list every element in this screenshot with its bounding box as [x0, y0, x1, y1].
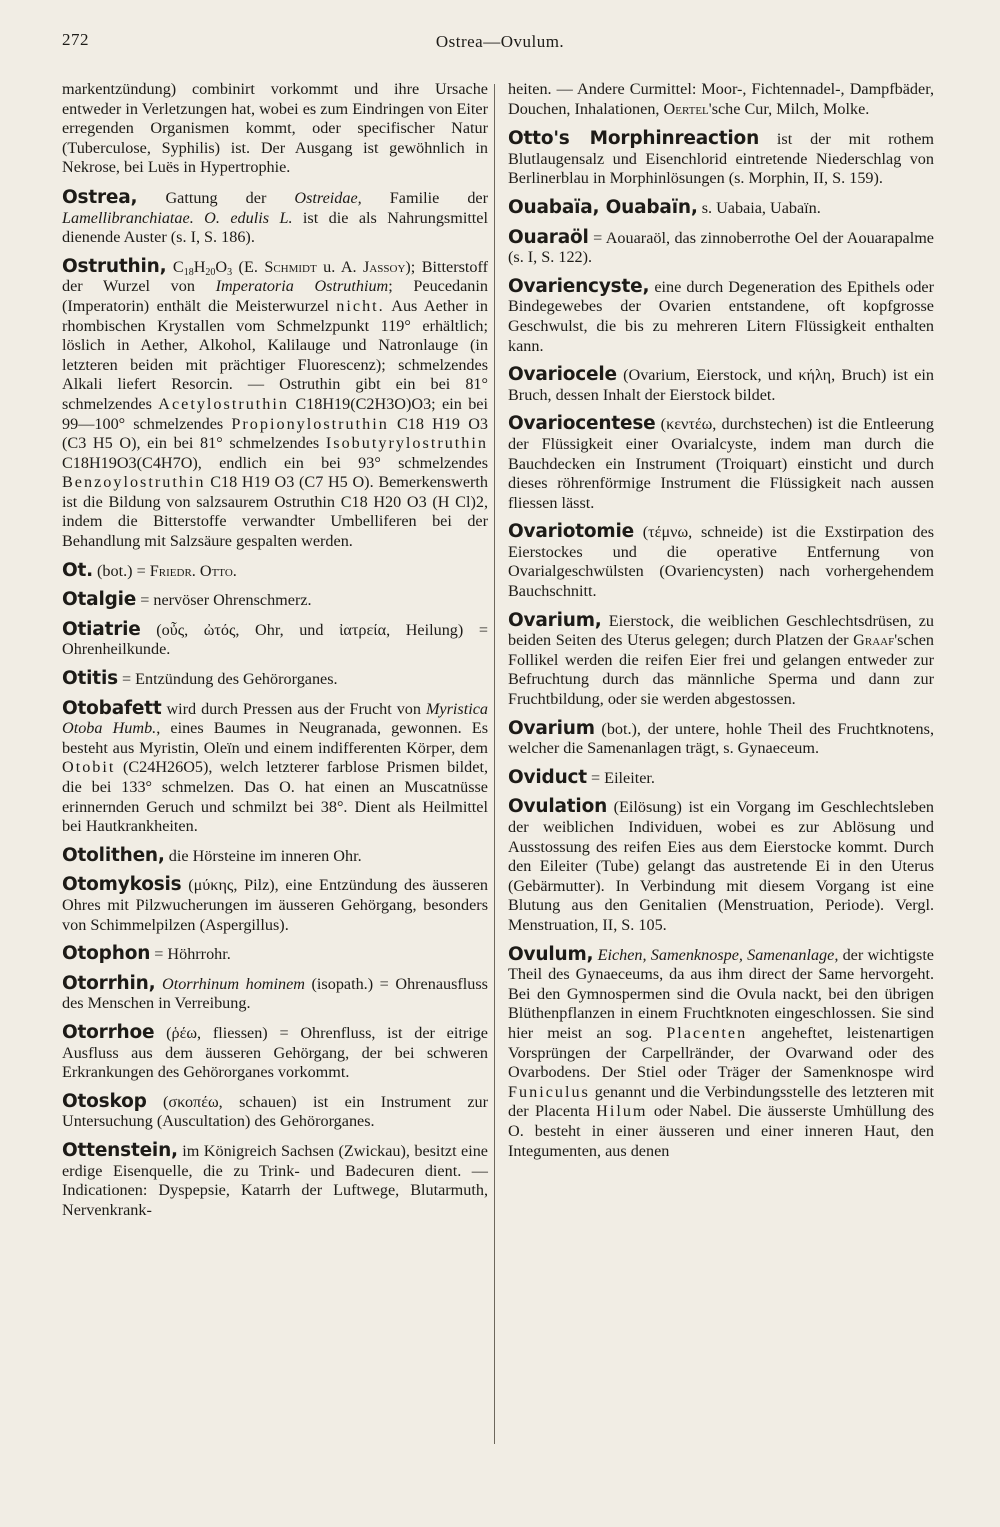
entry-ovarium-bot — [508, 719, 934, 759]
entry-otiatrie — [62, 620, 488, 660]
spaced-text: Propionylostruthin — [231, 414, 389, 433]
entry-text: (C24H26O5), welch letzterer farblose Prismen bildet, die bei 133° schmelzen. Das O. hat einen an Muscatnüsse erinnernden Geruch und schmilzt bei 38°. Dient als Heilmittel bei Hautkrankheiten. — [62, 758, 488, 836]
entry-text: angeheftet, leistenartigen Vorsprüngen der Carpellränder, der Ovarwand oder des Ovarbodens. Der Stiel oder Träger der Samenknospe wird — [508, 1023, 934, 1082]
entry-text: (κεντέω, durchstechen) ist die Entleerung der Flüssigkeit einer Ovarialcyste, indem man durch die Bauchdecken ein Instrument (Troiquart) einsticht und durch dieses röhrenförmige Instrument die Flüssigkeit nach aussen fliessen lässt. — [508, 415, 934, 512]
headword: Otto's Morphinreaction — [508, 128, 760, 150]
entry-text: ist der mit rothem Blutlaugensalz und Eisenchlorid eintretende Niederschlag von Berlinerblau in Morphinlösungen (s. Morphin, II, S. 159). — [508, 130, 934, 188]
spaced-text: Acetylostruthin — [158, 394, 289, 413]
entry-text: ); Bitterstoff der Wurzel von — [62, 257, 488, 296]
entry-otoskop — [62, 1092, 488, 1132]
entry-text: 'sche Cur, Milch, Molke. — [708, 99, 870, 118]
entry-text: (ῥέω, fliessen) = Ohrenfluss, ist der eitrige Ausfluss aus dem äusseren Gehörgang, der bei schweren Erkrankungen des Gehörorganes vorkommt. — [62, 1023, 488, 1082]
entry-text: Familie der — [361, 188, 488, 207]
spaced-text: nicht. — [336, 296, 385, 315]
running-head: Ostrea—Ovulum. — [435, 32, 565, 51]
headword: Ottenstein, — [62, 1139, 178, 1161]
author-name: Oertel — [663, 99, 709, 118]
entry-text: (οὖς, ὠτός, Ohr, und ἰατρεία, Heilung) = Ohrenheilkunde. — [62, 620, 488, 659]
spaced-text: Benzoylostruthin — [62, 473, 206, 492]
spaced-text: Isobutyrylostruthin — [325, 434, 488, 453]
entry-otobafett — [62, 699, 488, 837]
entry-text: oder Nabel. Die äusserste Umhüllung des O. besteht in einer äusseren und einer inneren Haut, den Integumenten, aus denen — [508, 1102, 935, 1160]
entry-text: der wichtigste Theil des Gynaeceums, da aus ihm direct der Same hervorgeht. Bei den Gymnospermen sind die Ovula nackt, bei den übrigen Blüthenpflanzen in einem Fruchtknoten eingeschlossen. Sie sind hier meist an sog. — [508, 945, 934, 1042]
author-name: Jassoy — [363, 257, 406, 276]
entry-oviduct — [508, 768, 934, 789]
entry-text: = nervöser Ohrenschmerz. — [136, 591, 312, 610]
headword: Ot. — [62, 559, 93, 581]
formula-sub: 20 — [205, 266, 216, 278]
entry-ottos-morphinreaction — [508, 129, 934, 189]
entry-text: (Eilösung) ist ein Vorgang im Geschlechtsleben der weiblichen Individuen, wobei es zur Ablösung und Ausstossung des reifen Eies aus dem Eierstocke kommt. Durch den Eileiter (Tube) gelangt das austretende Ei in den Uterus (Gebärmutter). In Verbindung mit diesem Vorgang ist eine Blutung aus den Genitalien (Menstruation, Periode). Vergl. Menstruation, II, S. 105. — [508, 798, 934, 934]
italic-text: Ostreidae, — [294, 188, 362, 207]
entry-ovarium — [508, 611, 934, 710]
page-header — [62, 30, 938, 60]
spaced-text: Funiculus — [508, 1082, 590, 1101]
entry-text: ist die als Nahrungsmittel dienende Auster (s. I, S. 186). — [62, 208, 488, 247]
headword: Otorrhin, — [62, 972, 156, 994]
formula-sub: 3 — [227, 266, 233, 278]
entry-text: 'schen Follikel werden die reifen Eier frei und gelangen entweder zur Befruchtung durch das männliche Sperma und dann zur Fruchtbildung, oder sie werden abgestossen. — [508, 631, 934, 709]
entry-ovulation — [508, 797, 934, 935]
headword: Ovariocele — [508, 364, 617, 386]
entry-text: (Ovarium, Eierstock, und κήλη, Bruch) ist ein Bruch, dessen Inhalt der Eierstock bildet. — [508, 366, 934, 404]
entry-text: (bot.) = — [93, 561, 150, 580]
headword: Otorrhoe — [62, 1021, 155, 1043]
spaced-text: Placenten — [666, 1023, 748, 1042]
entry-text: C18H19(C2H3O)O3; ein bei 99—100° schmelzendes — [62, 394, 488, 433]
italic-text: Myristica Otoba Humb. — [62, 699, 488, 738]
headword: Ovarium, — [508, 609, 602, 631]
entry-text: = Eileiter. — [586, 768, 655, 787]
entry-otomykosis — [62, 875, 488, 935]
entry-ouabaia — [508, 198, 934, 219]
entry-ovariocele — [508, 365, 934, 405]
entry-text: = Aouaraöl, das zinnoberrothe Oel der Aouarapalme (s. I, S. 122). — [508, 228, 934, 267]
headword: Otophon — [62, 943, 151, 965]
headword: Otolithen, — [62, 844, 165, 866]
italic-text: Lamellibranchiatae. O. edulis L. — [62, 208, 293, 227]
entry-ovariencyste — [508, 277, 934, 356]
formula-sub: 18 — [183, 266, 194, 278]
author-name: Graaf — [853, 631, 895, 650]
headword: Ostruthin, — [62, 255, 167, 277]
entry-text: markentzündung) combinirt vorkommt und ihre Ursache entweder in Verletzungen hat, wobei es zum Eindringen von Eiter erregenden Organismen kommt, oder specifischer Natur (Tuberculose, Syphilis) ist. Der Ausgang ist gewöhnlich in Nekrose, bei Luës in Hypertrophie. — [62, 80, 488, 177]
entry-text: die Hörsteine im inneren Ohr. — [164, 846, 362, 865]
headword: Otobafett — [62, 697, 162, 719]
entry-ouaraol — [508, 228, 934, 268]
spaced-text: Hilum — [596, 1102, 648, 1121]
entry-text: Eierstock, die weiblichen Geschlechtsdrüsen, zu beiden Seiten des Uterus gelegen; durch Platzen der — [508, 611, 934, 650]
formula-part: O — [215, 257, 228, 276]
column-divider — [494, 84, 495, 1444]
entry-text: C18 H19 O3 (C7 H5 O). Bemerkenswerth ist die Bildung von salzsaurem Ostruthin C18 H20 O3 (H Cl)2, indem die Bitterstoffe verwandter Umbelliferen bei der Behandlung mit Salzsäure gespalten werden. — [62, 473, 488, 551]
italic-text: Imperatoria Ostruthium — [215, 277, 389, 296]
headword: Ovarium — [508, 717, 595, 739]
headword: Ovulum, — [508, 943, 594, 965]
entry-ovariotomie — [508, 522, 934, 601]
entry-ostruthin — [62, 257, 488, 552]
entry-text: wird durch Pressen aus der Frucht von — [161, 699, 426, 718]
headword: Ouaraöl — [508, 226, 589, 248]
entry-text: s. Uabaia, Uabaïn. — [697, 198, 821, 217]
continued-text — [62, 80, 488, 178]
headword: Otoskop — [62, 1090, 147, 1112]
entry-text: (τέμνω, schneide) ist die Exstirpation des Eierstockes und die operative Entfernung von Ovarialgeschwülsten (Ovariencysten) nach vorhergehendem Bauchschnitt. — [508, 523, 934, 601]
entry-text: im Königreich Sachsen (Zwickau), besitzt eine erdige Eisenquelle, die zu Trink- und Badecuren dient. — Indicationen: Dyspepsie, Katarrh der Luftwege, Blutarmuth, Nervenkrank- — [62, 1141, 488, 1219]
entry-ottenstein — [62, 1141, 488, 1220]
entry-text: heiten. — Andere Curmittel: Moor-, Fichtennadel-, Dampfbäder, Douchen, Inhalationen, — [508, 80, 934, 118]
headword: Otomykosis — [62, 874, 182, 896]
italic-text: Otorrhinum hominem — [162, 974, 305, 993]
formula-part: H — [193, 257, 206, 276]
headword: Ovariencyste, — [508, 275, 650, 297]
headword: Otalgie — [62, 589, 137, 611]
entry-ostrea — [62, 188, 488, 248]
entry-otolithen — [62, 846, 488, 867]
entry-text: u. A. — [316, 257, 364, 276]
entry-text: C18H19O3(C4H7O), endlich ein bei 93° schmelzendes — [62, 453, 488, 472]
headword: Otitis — [62, 668, 118, 690]
chemical-formula — [173, 258, 232, 276]
spaced-text: Otobit — [62, 758, 116, 777]
entry-ovulum — [508, 945, 934, 1162]
entry-text: (μύκης, Pilz), eine Entzündung des äusseren Ohres mit Pilzwucherungen im äusseren Gehörgang, besonders von Schimmelpilzen (Aspergillus). — [62, 876, 488, 934]
entry-text: (isopath.) = Ohrenausfluss des Menschen in Verreibung. — [62, 974, 488, 1013]
entry-text: (σκοπέω, schauen) ist ein Instrument zur Untersuchung (Auscultation) des Gehörorganes. — [62, 1092, 488, 1131]
headword: Otiatrie — [62, 618, 141, 640]
entry-text: Aus Aether in rhombischen Krystallen vom Schmelzpunkt 119° erhältlich; löslich in Aether, Alkohol, Kalilauge und Natronlauge (in letzteren beiden mit prächtiger Fluorescenz); schmelzendes Alkali liefert Resorcin. — Ostruthin gibt ein bei 81° schmelzendes — [62, 296, 488, 413]
headword: Ostrea, — [62, 186, 138, 208]
entry-text: (bot.), der untere, hohle Theil des Fruchtknotens, welcher die Samenanlagen trägt, s. Gynaeceum. — [508, 719, 934, 758]
entry-text: eine durch Degeneration des Epithels oder Bindegewebes der Ovarien entstandene, oft kopfgrosse Geschwulst, die bis zu mehreren Litern Flüssigkeit enthalten kann. — [508, 277, 934, 355]
headword: Oviduct — [508, 766, 587, 788]
entry-text: , eines Baumes in Neugranada, gewonnen. Es besteht aus Myristin, Oleïn und einem indifferenten Körper, dem — [62, 719, 488, 757]
entry-otorrhin — [62, 974, 488, 1014]
author-name: Schmidt — [264, 257, 317, 276]
entry-text: C18 H19 O3 (C3 H5 O), ein bei 81° schmelzendes — [62, 414, 488, 453]
formula-part: C — [172, 257, 184, 276]
entry-otalgie — [62, 590, 488, 611]
headword: Ouabaïa, Ouabaïn, — [508, 196, 698, 218]
left-column — [62, 80, 488, 1229]
author-name: Friedr. Otto. — [149, 561, 237, 580]
italic-text: Eichen, Samenknospe, Samenanlage, — [597, 945, 839, 964]
headword: Ovulation — [508, 796, 608, 818]
entry-text: ; Peucedanin (Imperatorin) enthält die Meisterwurzel — [62, 277, 488, 315]
entry-text: = Höhrrohr. — [150, 945, 231, 964]
continued-text — [508, 80, 934, 119]
headword: Ovariocentese — [508, 413, 656, 435]
entry-ovariocentese — [508, 414, 934, 513]
entry-otorrhoe — [62, 1023, 488, 1083]
entry-ot — [62, 561, 488, 582]
entry-otophon — [62, 944, 488, 965]
entry-otitis — [62, 669, 488, 690]
entry-text: (E. — [232, 257, 265, 276]
entry-text: = Entzündung des Gehörorganes. — [117, 670, 338, 689]
entry-text: Gattung der — [137, 188, 295, 207]
page-number: 272 — [62, 30, 89, 49]
right-column — [508, 80, 934, 1170]
entry-text: genannt und die Verbindungsstelle des letzteren mit der Placenta — [508, 1082, 934, 1121]
headword: Ovariotomie — [508, 521, 634, 543]
